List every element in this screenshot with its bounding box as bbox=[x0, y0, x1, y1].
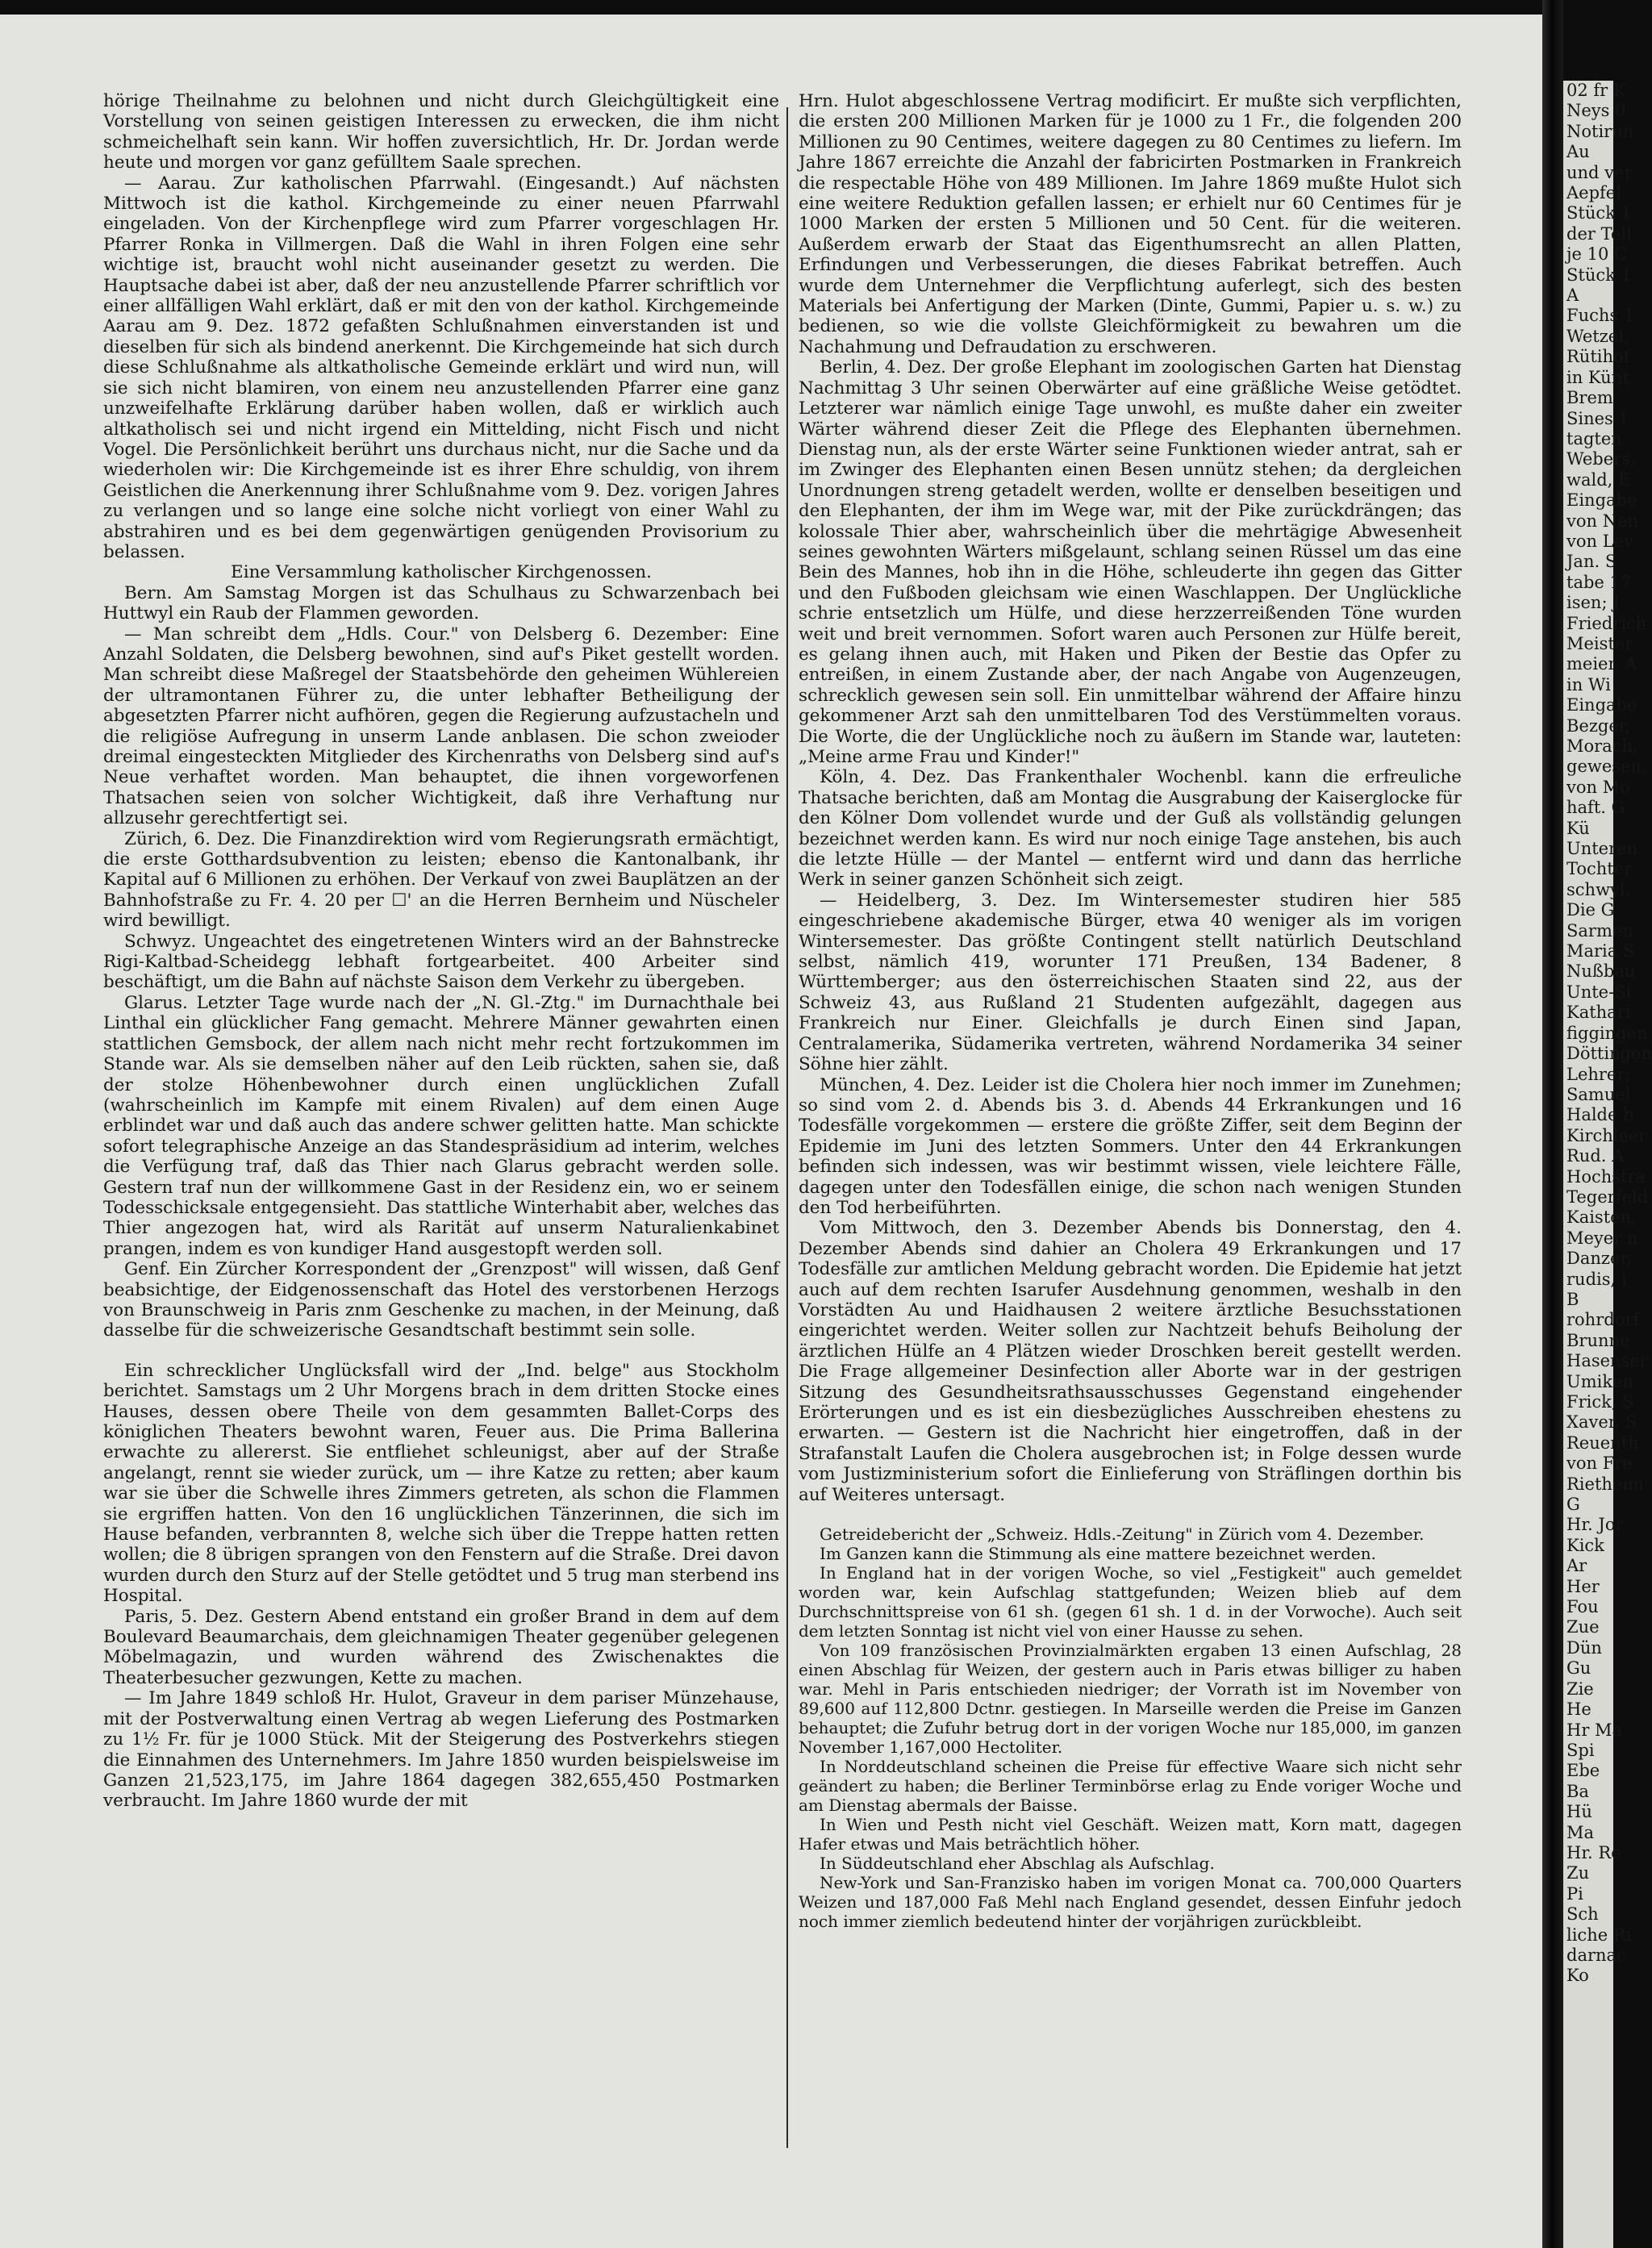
grain-report-p2: In England hat in der vorigen Woche, so viel „Festigkeit" auch gemeldet worden war, kein Aufschlag stattgefunden; Weizen blieb auf dem Durchschnittspreise von 61 sh. (gegen 61 sh. 1 d. in der Vorwoche). Auch seit dem letzten Sonntag ist nicht viel von einer Hausse zu sehen. bbox=[799, 1563, 1462, 1641]
next-page-fragment: Eingabe bbox=[1566, 490, 1637, 511]
next-page-fragment: Aepfel bbox=[1566, 183, 1621, 203]
next-page-fragment: Zu bbox=[1566, 1863, 1590, 1883]
article-hulot-continuation: Hrn. Hulot abgeschlossene Vertrag modificirt. Er mußte sich verpflichten, die ersten 200 Millionen Marken für je 1000 zu 1 Fr., die folgenden 200 Millionen zu 90 Centimes, weitere dagegen zu 80 Centimes zu liefern. Im Jahre 1867 erreichte die Anzahl der fabricirten Postmarken in Frankreich die respectable Höhe von 489 Millionen. Im Jahre 1869 mußte Hulot sich eine weitere Reduktion gefallen lassen; er erhielt nur 60 Centimes für je 1000 Marken der ersten 5 Millionen und 50 Cent. für die weiteren. Außerdem erwarb der Staat das Eigenthumsrecht an allen Platten, Erfindungen und Verbesserungen, die dieses Fabrikat betreffen. Auch wurde dem Unternehmer die Verpflichtung auferlegt, sich des besten Materials bei Anfertigung der Marken (Dinte, Gummi, Papier u. s. w.) zu bedienen, so wie die vollste Gleichförmigkeit zu bewahren um die Nachahmung und Defraudation zu erschweren. bbox=[799, 91, 1462, 357]
next-page-fragment: Hr. Jor bbox=[1566, 1515, 1624, 1535]
article-bern: Bern. Am Samstag Morgen ist das Schulhaus zu Schwarzenbach bei Huttwyl ein Raub der Flammen geworden. bbox=[103, 582, 779, 624]
article-zuerich: Zürich, 6. Dez. Die Finanzdirektion wird vom Regierungsrath ermächtigt, die erste Gotthardsubvention zu leisten; ebenso die Kantonalbank, ihr Kapital auf 6 Millionen zu erhöhen. Der Verkauf von zwei Bauplätzen an der Bahnhofstraße zu Fr. 4. 20 per ☐' an die Herren Bernheim und Nüscheler wird bewilligt. bbox=[103, 828, 779, 932]
next-page-fragment: Fuchs 1 bbox=[1566, 306, 1635, 326]
next-page-fragment: Halde b bbox=[1566, 1105, 1634, 1125]
next-page-fragment: rohrdorf bbox=[1566, 1310, 1640, 1330]
next-page-fragment: Kick bbox=[1566, 1535, 1604, 1555]
next-page-fragment: Bezger, bbox=[1566, 715, 1631, 736]
next-page-fragment: liche Ri bbox=[1566, 1925, 1632, 1945]
next-page-fragment: Unte-Si bbox=[1566, 982, 1632, 1002]
next-page-fragment: Meyer n bbox=[1566, 1228, 1638, 1248]
next-page-fragment: Au bbox=[1566, 142, 1590, 162]
next-page-fragment: je 10 C bbox=[1566, 244, 1628, 265]
article-muenchen-cholera: Vom Mittwoch, den 3. Dezember Abends bis Donnerstag, den 4. Dezember Abends sind dahier an Cholera 49 Erkrankungen und 17 Todesfälle zur amtlichen Meldung gebracht worden. Die Epidemie hat jetzt auch auf dem rechten Isarufer Ausdehnung genommen, weshalb in den Vorstädten Au und Haidhausen 2 weitere ärztliche Besuchsstationen eingerichtet werden. Weiter sollen zur Nachtzeit behufs Beiholung der ärztlichen Hülfe an 4 Plätzen wieder Droschken bereit gestellt werden. Die Frage allgemeiner Desinfection aller Aborte war in der gestrigen Sitzung des Gesundheitsrathsausschusses Gegenstand eingehender Erörterungen und es ist ein diesbezügliches Ausschreiben ehestens zu erwarten. — Gestern ist die Nachricht hier eingetroffen, daß in der Strafanstalt Laufen die Cholera ausgebrochen ist; in Folge dessen wurde vom Justizministerium sofort die Einlieferung von Sträflingen dorthin bis auf Weiteres untersagt. bbox=[799, 1218, 1462, 1505]
grain-report-p1: Im Ganzen kann die Stimmung als eine mattere bezeichnet werden. bbox=[820, 1544, 1376, 1564]
next-page-fragment: Zie bbox=[1566, 1679, 1594, 1699]
next-page-fragment: Friedrich bbox=[1566, 613, 1647, 633]
next-page-fragment: Tochter bbox=[1566, 859, 1633, 879]
article-schwyz: Schwyz. Ungeachtet des eingetretenen Winters wird an der Bahnstrecke Rigi-Kaltbad-Scheidegg lebhaft fortgearbeitet. 400 Arbeiter sind beschäftigt, um die Bahn auf nächste Saison dem Verkehr zu übergeben. bbox=[103, 931, 779, 993]
column-divider bbox=[786, 107, 788, 2148]
next-page-fragment: Rütihof bbox=[1566, 347, 1630, 367]
next-page-fragment: tagten bbox=[1566, 428, 1622, 448]
next-page-fragment: von Lev bbox=[1566, 531, 1633, 551]
next-page-fragment: Danzer, bbox=[1566, 1249, 1632, 1269]
next-page-fragment: Stück 1 bbox=[1566, 203, 1632, 223]
next-page-fragment: Ba bbox=[1566, 1781, 1589, 1801]
next-page-fragment: Wetzel, bbox=[1566, 326, 1629, 346]
next-page-fragment: Sch bbox=[1566, 1904, 1599, 1925]
next-page-fragment: Rud. A bbox=[1566, 1146, 1625, 1166]
newspaper-page bbox=[0, 15, 1542, 2248]
grain-report-p5: In Wien und Pesth nicht viel Geschäft. Weizen matt, Korn matt, dagegen Hafer etwas und Mais beträchtlich höher. bbox=[799, 1815, 1462, 1854]
next-page-fragment: meier, A bbox=[1566, 654, 1637, 674]
grain-report-p3: Von 109 französischen Provinzialmärkten ergaben 13 einen Aufschlag, 28 einen Abschlag für Weizen, der gestern auch in Paris etwas billiger zu haben war. Mehl in Paris entschieden niedriger; der Vorrath ist im November von 89,600 auf 112,800 Dctnr. gestiegen. In Marseille werden die Preise im Ganzen behauptet; die Zufuhr betrug dort in der vorigen Woche nur 185,000, im ganzen November 1,167,000 Hectoliter. bbox=[799, 1641, 1462, 1758]
next-page-fragment: Neys 0 bbox=[1566, 101, 1626, 121]
article-continuation: hörige Theilnahme zu belohnen und nicht durch Gleichgültigkeit eine Vorstellung von seinen geistigen Interessen zu erwecken, die ihm nicht schmeichelhaft sein kann. Wir hoffen zuversichtlich, Hr. Dr. Jordan werde heute und morgen vor ganz gefülltem Saale sprechen. bbox=[103, 91, 779, 173]
next-page-fragment: Meister bbox=[1566, 633, 1633, 653]
next-page-fragment: von Fre bbox=[1566, 1453, 1633, 1474]
left-column bbox=[103, 91, 779, 2204]
grain-report-p4: In Norddeutschland scheinen die Preise für effective Waare sich nicht sehr geändert zu haben; die Berliner Terminbörse erlag zu Ende voriger Woche und am Dienstag abermals der Baisse. bbox=[799, 1757, 1462, 1816]
next-page-fragment: Unteren bbox=[1566, 839, 1638, 859]
next-page-fragment: Tegerfeld bbox=[1566, 1187, 1649, 1207]
next-page-fragment: in Wi bbox=[1566, 674, 1611, 694]
next-page-fragment: Fou bbox=[1566, 1597, 1599, 1617]
next-page-fragment: von Mo bbox=[1566, 777, 1630, 797]
next-page-fragment: Sines 1 bbox=[1566, 408, 1629, 428]
article-delsberg: — Man schreibt dem „Hdls. Cour." von Delsberg 6. Dezember: Eine Anzahl Soldaten, die Delsberg bewohnen, sind auf's Piket gestellt worden. Man schreibt diese Maßregel der Staatsbehörde den geheimen Wühlereien der ultramontanen Führer zu, die unter lebhafter Betheiligung der abgesetzten Pfarrer nicht aufhören, gegen die Regierung aufzustacheln und die religiöse Aufregung in unserm Lande anblasen. Die schon zweioder dreimal eingesteckten Mitglieder des Kirchenraths von Delsberg sind auf's Neue verhaftet worden. Man behauptet, die ihnen vorgeworfenen Thatsachen seien von solcher Wichtigkeit, daß ihre Verhaftung nur allzusehr gerechtfertigt sei. bbox=[103, 624, 779, 829]
next-page-fragment: Kathari bbox=[1566, 1003, 1631, 1023]
next-page-fragment: tabe 17 bbox=[1566, 572, 1632, 592]
article-glarus: Glarus. Letzter Tage wurde nach der „N. Gl.-Ztg." im Durnachthale bei Linthal ein glücklicher Fang gemacht. Mehrere Männer gewahrten einen stattlichen Gemsbock, der allem nach nicht mehr recht fortzukommen im Stande war. Als sie demselben näher auf den Leib rückten, sahen sie, daß der stolze Höhenbewohner durch einen unglücklichen Zufall (wahrscheinlich im Kampfe mit einem Rivalen) auf dem einen Auge erblindet war und daß auch das andere schwer gelitten hatte. Man schickte sofort telegraphische Anzeige an das Standespräsidium ad interim, welches die Verfügung traf, daß das Thier nach Glarus gebracht werden solle. Gestern traf nun der willkommene Gast in der Residenz ein, wo er seinem Todesschicksale entgegensieht. Das stattliche Winterhabit aber, welches das Thier angezogen hat, wird als Rarität auf unserm Naturalienkabinet prangen, indem es von kundiger Hand ausgestopft werden soll. bbox=[103, 992, 779, 1259]
grain-report-title: Getreidebericht der „Schweiz. Hdls.-Zeitung" in Zürich vom 4. Dezember. bbox=[820, 1524, 1425, 1545]
next-page-fragment: in Künt bbox=[1566, 367, 1629, 387]
next-page-fragment: Spi bbox=[1566, 1740, 1595, 1760]
next-page-fragment: Notirun bbox=[1566, 121, 1634, 141]
next-page-fragment: der Tell bbox=[1566, 223, 1632, 244]
next-page-fragment: Webers, bbox=[1566, 449, 1636, 469]
next-page-fragment: Kirchleer bbox=[1566, 1125, 1647, 1145]
next-page-fragment: Die G bbox=[1566, 900, 1615, 920]
right-column bbox=[799, 91, 1462, 2204]
next-page-fragment: Ar bbox=[1566, 1556, 1587, 1576]
next-page-fragment: Jan. S bbox=[1566, 552, 1617, 572]
grain-report-p7: New-York und San-Franzisko haben im vorigen Monat ca. 700,000 Quarters Weizen und 187,000 Faß Mehl nach England gesendet, dessen Einfuhr jedoch noch immer ziemlich bedeutend hinter der vorjährigen zurückbleibt. bbox=[799, 1873, 1462, 1932]
next-page-fragment: isen; J bbox=[1566, 593, 1620, 613]
page-gutter bbox=[1542, 0, 1563, 2248]
next-page-fragment: Zue bbox=[1566, 1617, 1600, 1637]
next-page-fragment: Xaver, S bbox=[1566, 1412, 1637, 1433]
next-page-fragment: und ver bbox=[1566, 162, 1633, 182]
article-aarau-signature: Eine Versammlung katholischer Kirchgenossen. bbox=[231, 562, 652, 583]
next-page-fragment: Dün bbox=[1566, 1637, 1602, 1658]
next-page-fragment: von Nen bbox=[1566, 511, 1639, 531]
next-page-fragment: Kaisten, bbox=[1566, 1207, 1637, 1228]
next-page-fragment: rudis, i bbox=[1566, 1269, 1627, 1289]
article-genf: Genf. Ein Zürcher Korrespondent der „Grenzpost" will wissen, daß Genf beabsichtige, der Eidgenossenschaft das Hotel des verstorbenen Herzogs von Braunschweig in Paris znm Geschenke zu machen, in der Meinung, daß dasselbe für die schweizerische Gesandtschaft bestimmt sein solle. bbox=[103, 1259, 779, 1341]
next-page-fragment: Reuenth bbox=[1566, 1433, 1639, 1453]
next-page-fragment: Stück 1 bbox=[1566, 265, 1632, 285]
next-page-fragment: haft. G bbox=[1566, 798, 1625, 818]
next-page-fragment: He bbox=[1566, 1700, 1592, 1720]
next-page-fragment: Ebe bbox=[1566, 1761, 1600, 1781]
article-heidelberg: — Heidelberg, 3. Dez. Im Wintersemester studiren hier 585 eingeschriebene akademische Bürger, etwa 40 weniger als im vorigen Wintersemester. Das größte Contingent stellt natürlich Deutschland selbst, nämlich 419, worunter 171 Preußen, 134 Badener, 8 Württemberger; aus den österreichischen Staaten sind 22, aus der Schweiz 43, aus Rußland 21 Studenten aufgezählt, dagegen aus Frankreich nur Einer. Gleichfalls je durch Einen sind Japan, Centralamerika, Südamerika vertreten, während Nordamerika 34 seiner Söhne hier zählt. bbox=[799, 890, 1462, 1075]
next-page-edge bbox=[1563, 81, 1652, 2248]
next-page-fragment: Gu bbox=[1566, 1658, 1592, 1679]
next-page-fragment: wald, E bbox=[1566, 469, 1631, 490]
next-page-fragment: Frick, S bbox=[1566, 1392, 1634, 1412]
next-page-fragment: Rietheim bbox=[1566, 1474, 1644, 1494]
article-paris: Paris, 5. Dez. Gestern Abend entstand ein großer Brand in dem auf dem Boulevard Beaumarchais, dem gleichnamigen Theater gegenüber gelegenen Möbelmagazin, und wurden während des Zwischenaktes die Theaterbesucher gezwungen, Kette zu machen. bbox=[103, 1606, 779, 1688]
next-page-fragment: darnac bbox=[1566, 1945, 1626, 1965]
next-page-fragment: Umiken bbox=[1566, 1371, 1634, 1391]
next-page-fragment: 02 fr K bbox=[1566, 81, 1626, 100]
next-page-fragment: Hasenser bbox=[1566, 1351, 1648, 1371]
grain-report-p6: In Süddeutschland eher Abschlag als Aufschlag. bbox=[820, 1854, 1215, 1874]
next-page-fragment: G bbox=[1566, 1495, 1580, 1515]
next-page-fragment: Hr. Re bbox=[1566, 1842, 1621, 1862]
article-koeln: Köln, 4. Dez. Das Frankenthaler Wochenbl. kann die erfreuliche Thatsache berichten, daß am Montag die Ausgrabung der Kaiserglocke für den Kölner Dom vollendet wurde und der Guß als vollständig gelungen bezeichnet werden kann. Es wird nur noch einige Tage anstehen, bis auch die letzte Hülle — der Mantel — entfernt wird und dann das herrliche Werk in seiner ganzen Schönheit sich zeigt. bbox=[799, 767, 1462, 890]
next-page-fragment: Samuel bbox=[1566, 1084, 1631, 1104]
article-stockholm: Ein schrecklicher Unglücksfall wird der „Ind. belge" aus Stockholm berichtet. Samstags um 2 Uhr Morgens brach in dem dritten Stocke eines Hauses, dessen obere Theile von dem gesammten Ballet-Corps des königlichen Theaters bewohnt waren, Feuer aus. Die Prima Ballerina erwachte zu allererst. Sie entfliehet schleunigst, aber auf der Straße angelangt, rennt sie wieder zurück, um — ihre Katze zu retten; aber kaum war sie über die Schwelle ihres Zimmers getreten, als schon die Flammen sie ergriffen hatten. Von den 16 unglücklichen Tänzerinnen, die sich im Hause befanden, verbrannten 8, welche sich über die Treppe hatten retten wollen; die 8 übrigen sprangen von den Fenstern auf die Straße. Drei davon wurden durch den Sturz auf der Stelle getödtet und 5 trug man sterbend ins Hospital. bbox=[103, 1360, 779, 1607]
next-page-fragment: Pi bbox=[1566, 1883, 1583, 1904]
next-page-fragment: A bbox=[1566, 286, 1579, 306]
article-muenchen: München, 4. Dez. Leider ist die Cholera hier noch immer im Zunehmen; so sind vom 2. d. Abends bis 3. d. Abends 44 Erkrankungen und 16 Todesfälle vorgekommen — erstere die größte Ziffer, seit dem Beginn der Epidemie im Juni des letzten Sommers. Unter den 44 Erkrankungen befinden sich indessen, was wir bestimmt wissen, viele leichtere Fälle, dagegen unter den Todesfällen einige, die schon nach wenigen Stunden den Tod herbeiführten. bbox=[799, 1074, 1462, 1218]
next-page-fragment: Nußbau bbox=[1566, 961, 1636, 982]
next-page-fragment: Sarmen bbox=[1566, 920, 1633, 940]
next-page-fragment: schwyl, bbox=[1566, 879, 1631, 899]
next-page-fragment: Eingabe bbox=[1566, 695, 1637, 715]
article-hulot: — Im Jahre 1849 schloß Hr. Hulot, Graveur in dem pariser Münzehause, mit der Postverwaltung einen Vertrag ab wegen Lieferung des Postmarken zu 1½ Fr. für je 1000 Stück. Mit der Steigerung des Postverkehrs stiegen die Einnahmen des Unternehmers. Im Jahre 1850 wurden beispielsweise im Ganzen 21,523,175, im Jahre 1864 dagegen 382,655,450 Postmarken verbraucht. Im Jahre 1860 wurde der mit bbox=[103, 1688, 779, 1812]
next-page-fragment: Her bbox=[1566, 1576, 1600, 1596]
next-page-fragment: Maria S bbox=[1566, 941, 1635, 961]
next-page-fragment: Brem bbox=[1566, 388, 1613, 408]
article-berlin: Berlin, 4. Dez. Der große Elephant im zoologischen Garten hat Dienstag Nachmittag 3 Uhr seinen Oberwärter auf eine gräßliche Weise getödtet. Letzterer war nämlich einige Tage unwohl, es mußte daher ein zweiter Wärter während dieser Zeit die Pflege des Elephanten übernehmen. Dienstag nun, als der erste Wärter seine Funktionen wieder antrat, sah er im Zwinger des Elephanten einen Besen unnütz stehen; da dergleichen Unordnungen streng getadelt werden, wollte er denselben beseitigen und den Elephanten, der ihm im Wege war, mit der Pike zurückdrängen; das kolossale Thier aber, wahrscheinlich über die mehrtägige Abwesenheit seines gewohnten Wärters mißgelaunt, schlang seinen Rüssel um das eine Bein des Mannes, hob ihn in die Höhe, schleuderte ihn gegen das Gitter und den Fußboden gleichsam wie einen Waschlappen. Der Unglückliche schrie entsetzlich um Hülfe, und diese herzzerreißenden Töne wurden weit und breit vernommen. Sofort waren auch Personen zur Hülfe bereit, es gelang ihnen auch, mit Haken und Piken der Bestie das Opfer zu entreißen, in einem Zustande aber, der nach Angabe von Augenzeugen, schrecklich gewesen sein soll. Ein unmittelbar während der Affaire hinzu gekommener Arzt sah den unmittelbaren Tod des Verstümmelten voraus. Die Worte, die der Unglückliche noch zu äußern im Stande war, lauteten: „Meine arme Frau und Kinder!" bbox=[799, 357, 1462, 767]
next-page-fragment: Döttingen bbox=[1566, 1044, 1652, 1064]
next-page-fragment: gewesen, bbox=[1566, 757, 1647, 777]
next-page-fragment: Brunne bbox=[1566, 1330, 1630, 1350]
next-page-fragment: Hochstra bbox=[1566, 1166, 1646, 1187]
next-page-fragment: B bbox=[1566, 1289, 1579, 1309]
next-page-fragment: Kü bbox=[1566, 818, 1590, 838]
next-page-fragment: figgingen bbox=[1566, 1023, 1648, 1043]
next-page-fragment: Morach, bbox=[1566, 736, 1638, 756]
next-page-fragment: Ma bbox=[1566, 1822, 1595, 1842]
next-page-fragment: Lehrer; bbox=[1566, 1064, 1631, 1084]
next-page-fragment: Hr Ma bbox=[1566, 1720, 1623, 1740]
next-page-fragment: Hü bbox=[1566, 1802, 1592, 1822]
next-page-fragment: Ko bbox=[1566, 1966, 1589, 1986]
article-aarau-pfarrwahl: — Aarau. Zur katholischen Pfarrwahl. (Eingesandt.) Auf nächsten Mittwoch ist die kathol. Kirchgemeinde zu einer neuen Pfarrwahl eingeladen. Von der Kirchenpflege wird zum Pfarrer vorgeschlagen Hr. Pfarrer Ronka in Villmergen. Daß die Wahl in ihren Folgen eine sehr wichtige ist, braucht wohl nicht auseinander gesetzt zu werden. Die Hauptsache dabei ist aber, daß der neu anzustellende Pfarrer schriftlich vor einer allfälligen Wahl erklärt, daß er mit den von der kathol. Kirchgemeinde Aarau am 9. Dez. 1872 gefaßten Schlußnahmen einverstanden ist und dieselben für sich als bindend anerkennt. Die Kirchgemeinde hat sich durch diese Schlußnahme als altkatholische Gemeinde erklärt und wird nun, will sie sich nicht blamiren, von einem neu anzustellenden Pfarrer eine ganz unzweifelhafte Erklärung darüber haben wollen, daß er wirklich auch altkatholisch sei und nicht irgend ein Mittelding, nicht Fisch und nicht Vogel. Die Persönlichkeit berührt uns durchaus nicht, nur die Sache und da wiederholen wir: Die Kirchgemeinde ist es ihrer Ehre schuldig, von ihrem Geistlichen die Anerkennung ihrer Schlußnahme vom 9. Dez. vorigen Jahres zu verlangen und so lange eine solche nicht vorliegt von einer Wahl zu abstrahiren und es bei dem gegenwärtigen genügenden Provisorium zu belassen. bbox=[103, 173, 779, 562]
